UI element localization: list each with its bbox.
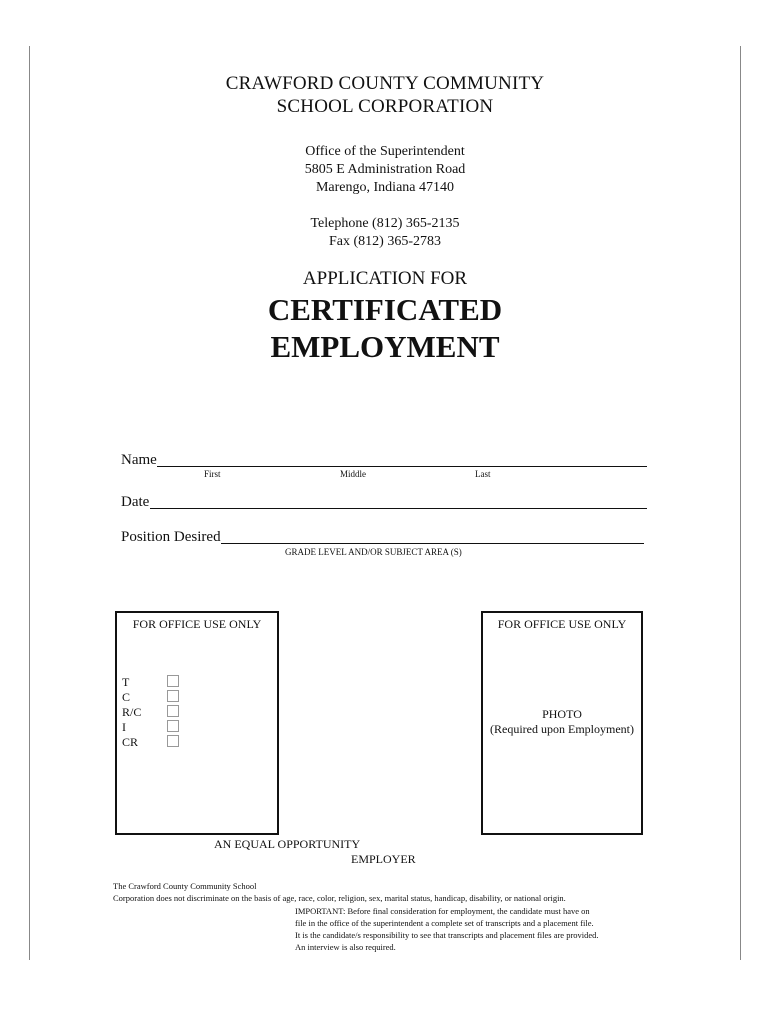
middle-name-hint: Middle — [340, 469, 366, 479]
telephone: Telephone (812) 365-2135 — [310, 216, 460, 231]
photo-label: PHOTO — [542, 707, 582, 721]
footer-line2: Corporation does not discriminate on the basis of age, race, color, religion, sex, marital status, handicap, disability, or national origin. — [113, 893, 566, 903]
org-name-line1: CRAWFORD COUNTY COMMUNITY — [225, 73, 545, 94]
position-hint: GRADE LEVEL AND/OR SUBJECT AREA (S) — [285, 547, 462, 557]
footer-line1: The Crawford County Community School — [113, 881, 257, 891]
code-c: C — [122, 690, 131, 704]
code-rc: R/C — [122, 705, 142, 719]
name-field[interactable] — [157, 466, 647, 467]
footer-line5: It is the candidate/s responsibility to see that transcripts and placement files are provided. — [295, 930, 599, 940]
position-label: Position Desired — [121, 529, 221, 545]
checkbox-c[interactable] — [167, 690, 179, 702]
first-name-hint: First — [204, 469, 221, 479]
date-field[interactable] — [150, 508, 647, 509]
office-codes — [122, 675, 141, 750]
office-use-title-left: FOR OFFICE USE ONLY — [132, 617, 262, 631]
city-address: Marengo, Indiana 47140 — [315, 180, 455, 195]
office-use-title-right: FOR OFFICE USE ONLY — [497, 617, 627, 631]
title-line1: CERTIFICATED — [267, 292, 503, 327]
last-name-hint: Last — [475, 469, 491, 479]
street-address: 5805 E Administration Road — [304, 162, 466, 177]
office-name: Office of the Superintendent — [305, 144, 465, 159]
checkbox-cr[interactable] — [167, 735, 179, 747]
code-t: T — [122, 675, 130, 689]
name-label: Name — [121, 452, 157, 468]
position-field[interactable] — [221, 543, 644, 544]
fax: Fax (812) 365-2783 — [329, 234, 441, 249]
org-name-line2: SCHOOL CORPORATION — [276, 96, 494, 117]
equal-opportunity-line2: EMPLOYER — [351, 852, 416, 866]
equal-opportunity-line1: AN EQUAL OPPORTUNITY — [214, 837, 361, 851]
title-line2: EMPLOYMENT — [270, 329, 500, 364]
office-use-box-right — [481, 611, 643, 835]
photo-note: (Required upon Employment) — [490, 722, 634, 736]
footer-line4: file in the office of the superintendent a complete set of transcripts and a placement file. — [295, 918, 594, 928]
code-i: I — [122, 720, 126, 734]
application-for: APPLICATION FOR — [302, 268, 468, 289]
checkbox-t[interactable] — [167, 675, 179, 687]
date-label: Date — [121, 494, 150, 510]
code-cr: CR — [122, 735, 139, 749]
footer-line3: IMPORTANT: Before final consideration for employment, the candidate must have on — [295, 906, 590, 916]
checkbox-rc[interactable] — [167, 705, 179, 717]
checkbox-i[interactable] — [167, 720, 179, 732]
footer-line6: An interview is also required. — [295, 942, 396, 952]
